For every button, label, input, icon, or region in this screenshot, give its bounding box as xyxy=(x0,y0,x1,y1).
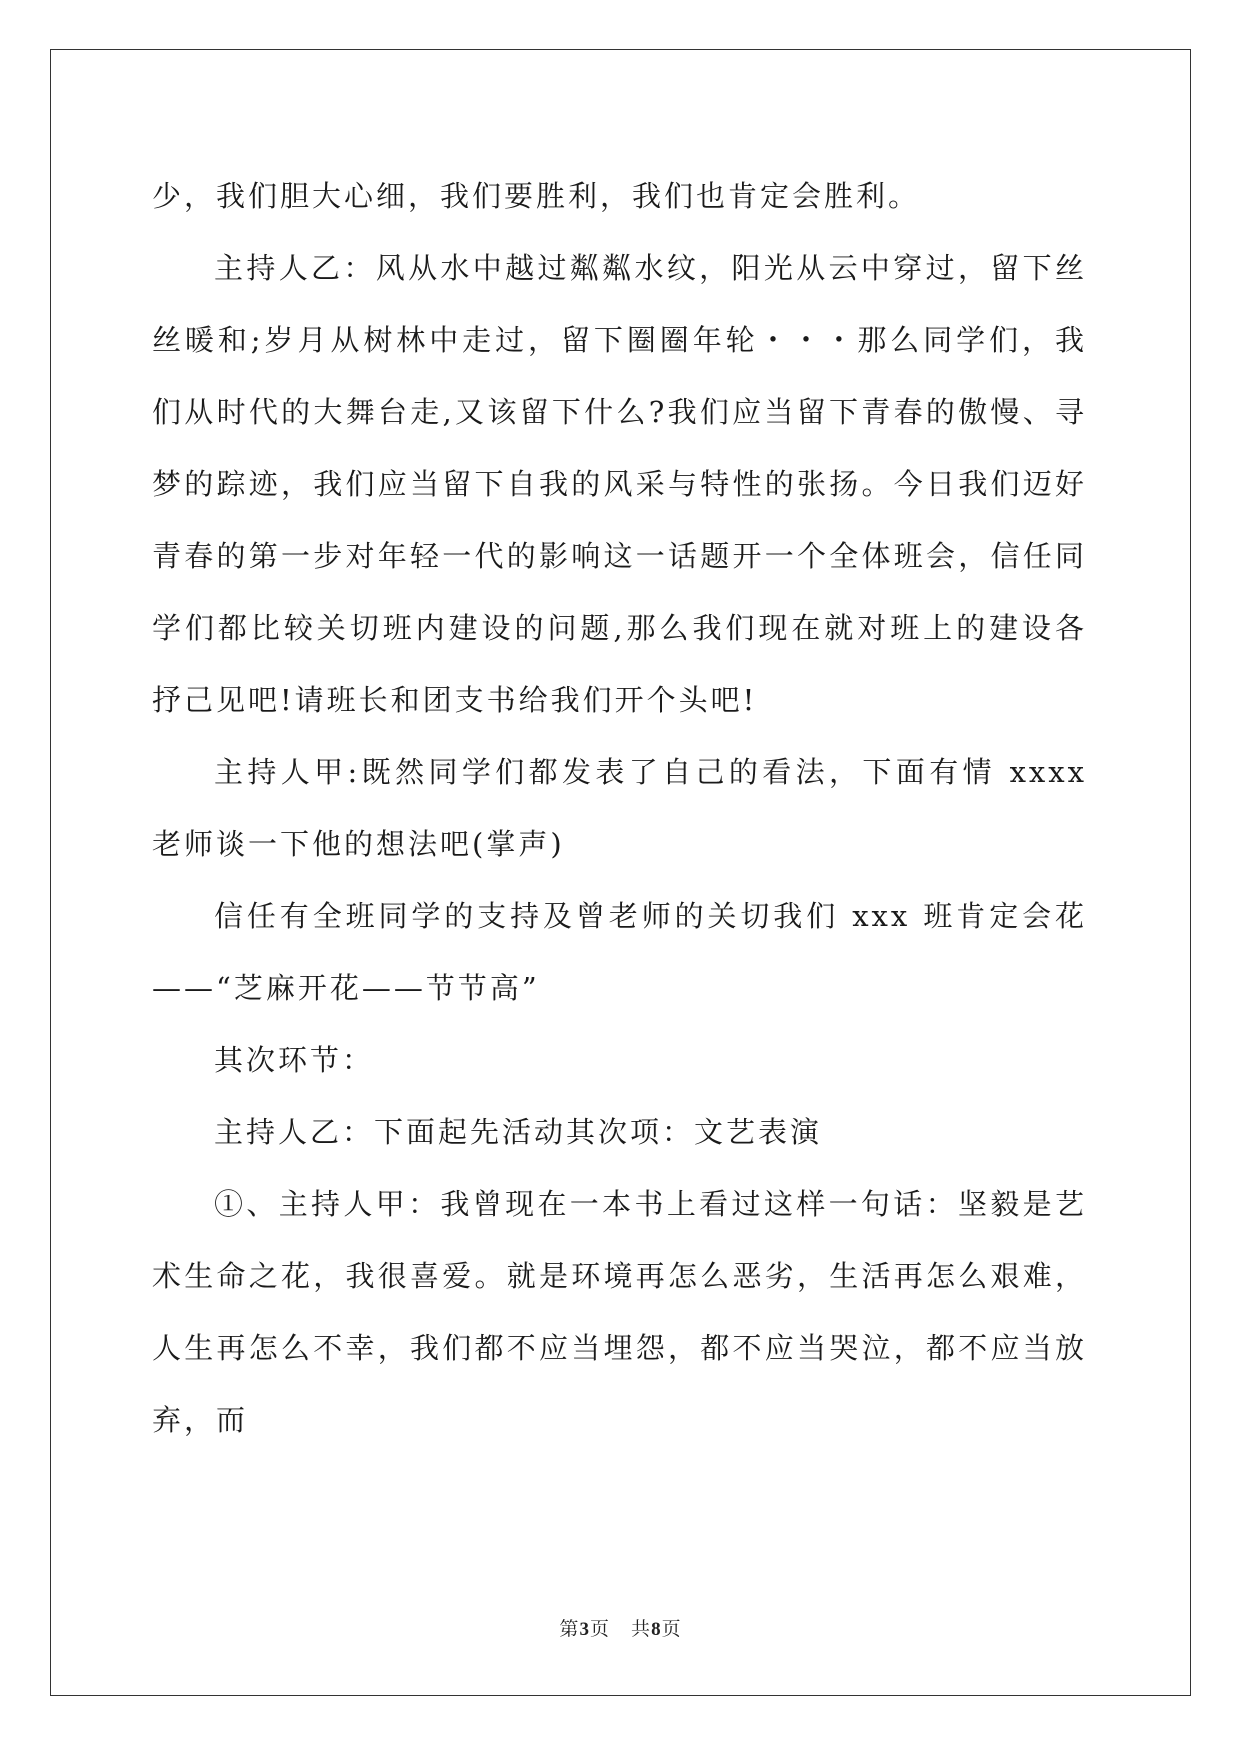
current-page-number: 3 xyxy=(579,1619,590,1640)
paragraph-3: 主持人甲:既然同学们都发表了自己的看法，下面有情 xxxx 老师谈一下他的想法吧(掌声) xyxy=(152,755,1087,861)
paragraph-6: 主持人乙：下面起先活动其次项：文艺表演 xyxy=(214,1115,823,1149)
footer-mid: 页 共 xyxy=(589,1618,652,1640)
footer-prefix: 第 xyxy=(559,1618,580,1640)
page-footer xyxy=(0,1614,1241,1641)
paragraph-4: 信任有全班同学的支持及曾老师的关切我们 xxx 班肯定会花——“芝麻开花——节节高” xyxy=(152,899,1087,1005)
paragraph-5: 其次环节： xyxy=(214,1043,375,1077)
total-page-number: 8 xyxy=(651,1619,662,1640)
document-body xyxy=(152,160,1087,1456)
paragraph-2: 主持人乙：风从水中越过粼粼水纹，阳光从云中穿过，留下丝丝暖和;岁月从树林中走过，留下圈圈年轮・・・那么同学们，我们从时代的大舞台走,又该留下什么?我们应当留下青春的傲慢、寻梦的踪迹，我们应当留下自我的风采与特性的张扬。今日我们迈好青春的第一步对年轻一代的影响这一话题开一个全体班会，信任同学们都比较关切班内建设的问题,那么我们现在就对班上的建设各抒己见吧!请班长和团支书给我们开个头吧! xyxy=(152,251,1087,717)
paragraph-1: 少，我们胆大心细，我们要胜利，我们也肯定会胜利。 xyxy=(152,179,921,213)
paragraph-7: ①、主持人甲：我曾现在一本书上看过这样一句话：坚毅是艺术生命之花，我很喜爱。就是环境再怎么恶劣，生活再怎么艰难，人生再怎么不幸，我们都不应当埋怨，都不应当哭泣，都不应当放弃，而 xyxy=(152,1187,1087,1437)
footer-suffix: 页 xyxy=(661,1618,682,1640)
